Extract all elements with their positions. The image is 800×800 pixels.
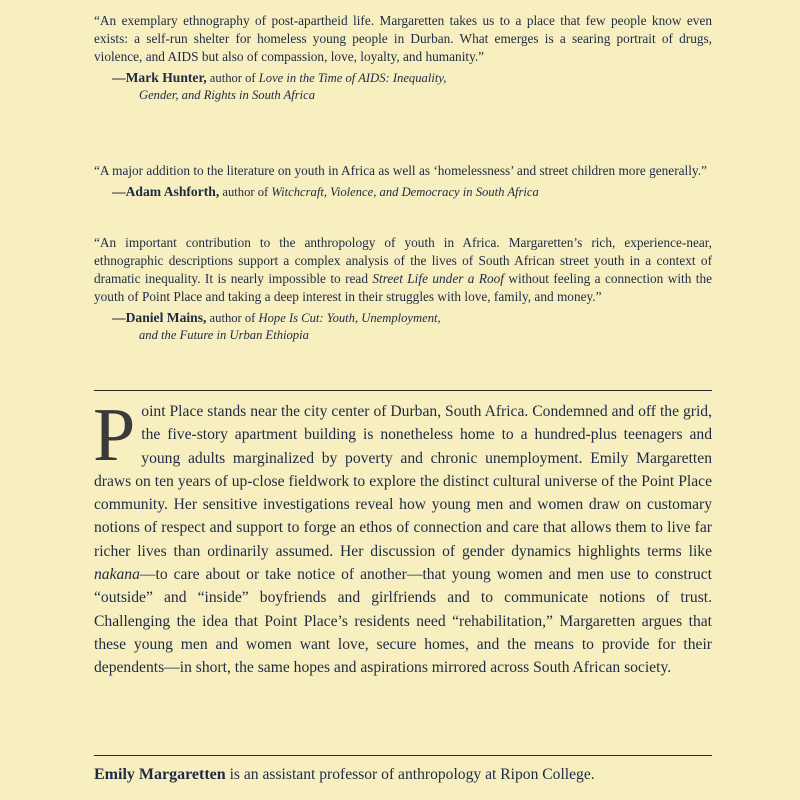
- endorser-role: author of: [206, 71, 259, 85]
- endorsement-1: [94, 12, 712, 104]
- book-description: [93, 393, 712, 680]
- quote-text: “A major addition to the literature on youth in Africa as well as ‘homelessness’ and street children more generally.”: [94, 163, 707, 178]
- quote-text: [94, 234, 712, 306]
- author-bio: [94, 764, 734, 786]
- drop-cap: P: [93, 393, 136, 477]
- endorsement-3: [94, 234, 712, 344]
- endorser-book: Hope Is Cut: Youth, Unemployment,: [258, 311, 441, 325]
- author-bio-text: is an assistant professor of anthropology at Ripon College.: [225, 766, 595, 783]
- author-name: Emily Margaretten: [94, 766, 226, 783]
- divider: [94, 755, 712, 756]
- divider: [94, 390, 712, 391]
- endorser-book-cont: Gender, and Rights in South Africa: [139, 88, 316, 102]
- endorser-book-cont: and the Future in Urban Ethiopia: [139, 328, 309, 342]
- endorser-name: —Adam Ashforth,: [112, 184, 220, 199]
- description-text: —to care about or take notice of another—that young women and men use to construct “outside” and “inside” boyfriends and girlfriends and to communicate notions of trust. Challenging the idea that Point Place’s residents need “rehabilitation,” Margaretten argues that these young men and women want love, secure homes, and the means to provide for their dependents—in short, the same hopes and aspirations mirrored across South African society.: [94, 566, 712, 677]
- endorser-book: Love in the Time of AIDS: Inequality,: [258, 71, 447, 85]
- endorser-name: —Mark Hunter,: [112, 70, 207, 85]
- quote-attribution: [112, 69, 712, 104]
- endorser-role: author of: [219, 185, 272, 199]
- quote-text-part: without feeling a connection with the youth of Point Place and taking a deep interest in their struggles with love, family, and money.”: [94, 271, 712, 304]
- endorser-book: Witchcraft, Violence, and Democracy in South Africa: [271, 185, 539, 199]
- quote-book-title: Street Life under a Roof: [372, 271, 504, 286]
- quote-attribution: [112, 309, 712, 344]
- quote-text: “An exemplary ethnography of post-apartheid life. Margaretten takes us to a place that few people know even exists: a self-run shelter for homeless young people in Durban. What emerges is a searing portrait of drugs, violence, and AIDS but also of compassion, love, loyalty, and humanity.”: [94, 13, 712, 64]
- quote-attribution: [112, 183, 712, 201]
- description-text: oint Place stands near the city center of Durban, South Africa. Condemned and off the grid, the five-story apartment building is nonetheless home to a hundred-plus teenagers and young adults marginalized by poverty and chronic unemployment. Emily Margaretten draws on ten years of up-close fieldwork to explore the distinct cultural universe of the Point Place community. Her sensitive investigations reveal how young men and women draw on customary notions of respect and support to forge an ethos of connection and care that allows them to live far richer lives than ordinarily assumed. Her discussion of gender dynamics highlights terms like: [94, 403, 712, 560]
- endorser-role: author of: [206, 311, 259, 325]
- description-term: nakana: [94, 566, 140, 584]
- quote-text-part: “An important contribution to the anthropology of youth in Africa. Margaretten’s rich, experience-near, ethnographic descriptions support a complex analysis of the lives of South African street youth in a context of dramatic inequality. It is nearly impossible to read: [94, 235, 712, 286]
- endorser-name: —Daniel Mains,: [112, 310, 207, 325]
- endorsement-2: [94, 162, 712, 201]
